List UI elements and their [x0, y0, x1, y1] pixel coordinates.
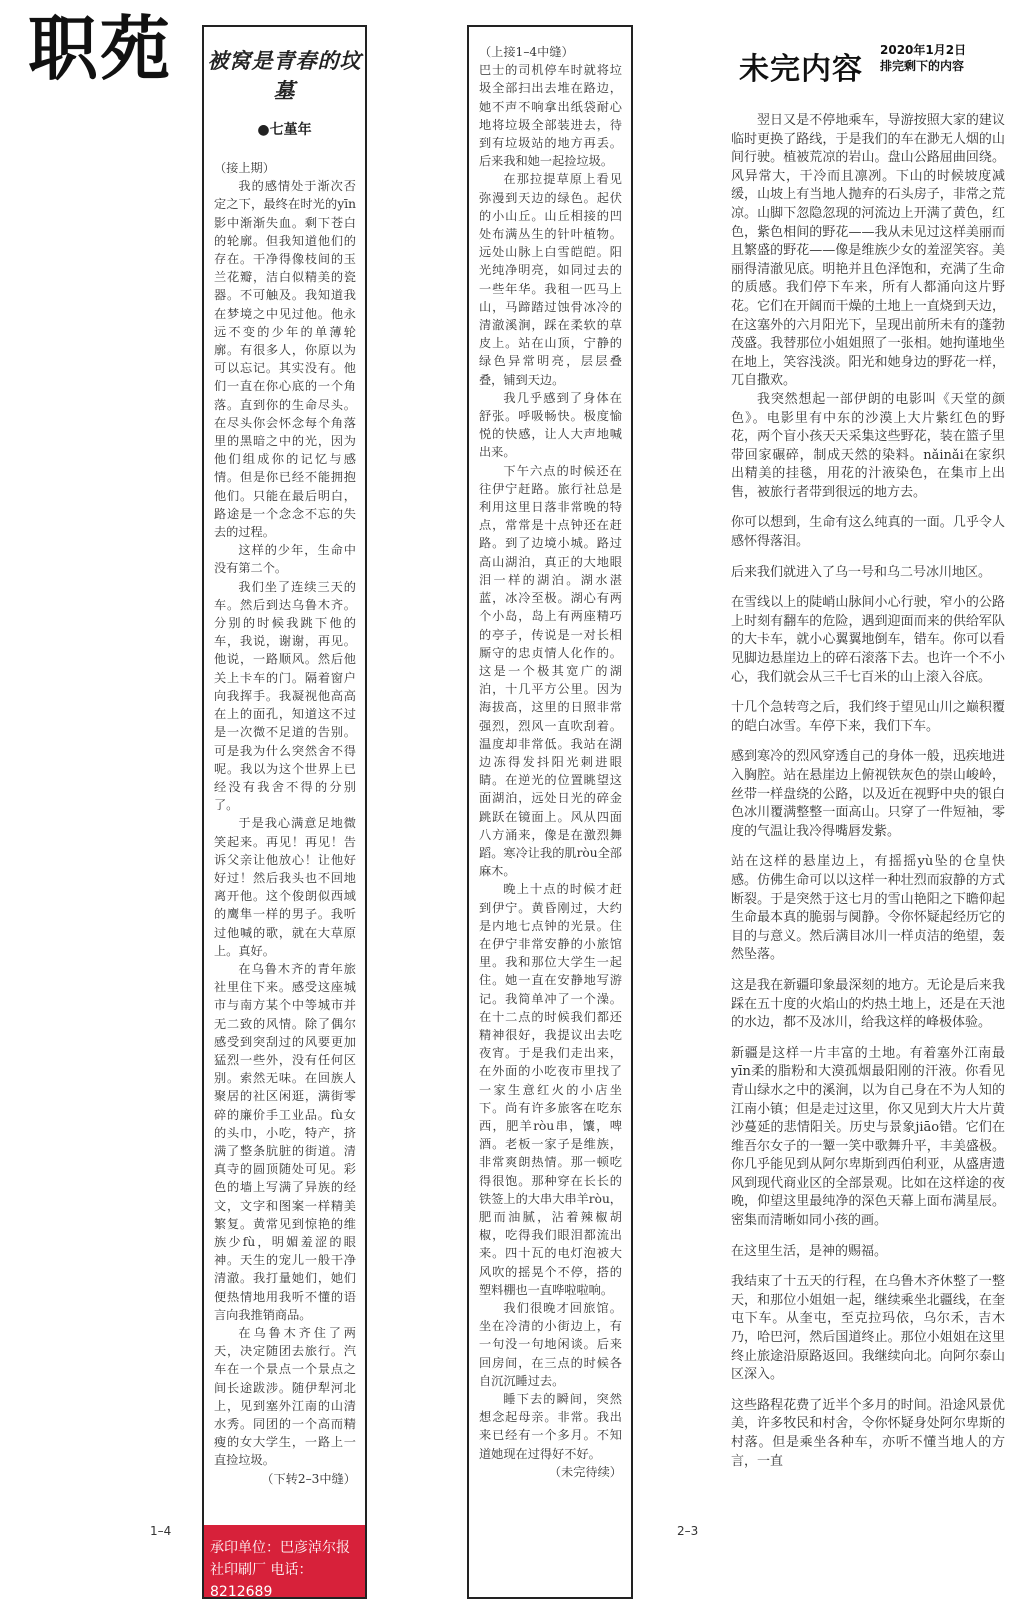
section-dateline	[880, 42, 966, 74]
story-column-1	[202, 25, 367, 1599]
to-be-continued: （未完待续）	[548, 1464, 622, 1479]
section-title: 未完内容	[739, 52, 863, 87]
paragraph: 这些路程花费了近半个多月的时间。沿途风景优美，许多牧民和村舍，令你怀疑身处阿尔卑斯的村落。但是乘坐各种车，亦听不懂当地人的方言，一直	[731, 1397, 1005, 1469]
section-date: 2020年1月2日	[880, 43, 967, 57]
paragraph: 在乌鲁木齐的青年旅社里住下来。感受这座城市与南方某个中等城市并无二致的风情。除了偶尔感受到突刮过的风要更加猛烈一些外，没有任何区别。索然无味。在回族人聚居的社区闲逛，满街零碎的廉价手工业品。fù女的头巾，小吃，特产，挤满了整条肮脏的街道。清真寺的圆顶随处可见。彩色的墙上写满了异族的经文，文字和图案一样精美繁复。黄常见到惊艳的维族少fù，明媚羞涩的眼神。天生的宠儿一般干净清澈。我打量她们，她们便热情地用我听不懂的语言向我推销商品。	[214, 961, 356, 1322]
page-number-left: 1–4	[150, 1524, 172, 1538]
paragraph: 新疆是这样一片丰富的土地。有着塞外江南最yīn柔的脂粉和大漠孤烟最阳刚的汗液。你看见青山绿水之中的溪涧，以为自己身在不为人知的江南小镇；但是走过这里，你又见到大片大片黄沙蔓延的悲情阳关。历史与景象jiāo错。它们在维吾尔女子的一颦一笑中歌舞升平，丰美盛极。你几乎能见到从阿尔卑斯到西伯利亚，从盛唐遗风到现代商业区的全部景观。比如在这样途的夜晚，仰望这里最纯净的深色天幕上面布满星辰。密集而清晰如同小孩的画。	[731, 1045, 1005, 1229]
story-column-2	[467, 25, 633, 1599]
jump-note: （下转2–3中缝）	[261, 1471, 356, 1486]
paragraph: 于是我心满意足地微笑起来。再见！再见！告诉父亲让他放心！让他好好过！然后我头也不回地离开他。这个俊朗似西域的鹰隼一样的男子。我听过他喊的歌，就在大草原上。真好。	[214, 816, 356, 958]
paragraph: 我突然想起一部伊朗的电影叫《天堂的颜色》。电影里有中东的沙漠上大片紫红色的野花，两个盲小孩天天采集这些野花，装在篮子里带回家碾碎，制成天然的染料。nǎinǎi在家织出精美的挂毯，用花的汁液染色，在集市上出售，被旅行者带到很远的地方去。	[731, 391, 1005, 500]
paragraph: 我结束了十五天的行程，在乌鲁木齐休整了一整天，和那位小姐姐一起，继续乘坐北疆线，在奎屯下车。从奎屯，至克拉玛依，乌尔禾，吉木乃，哈巴河，然后国道终止。那位小姐姐在这里终止旅途沿原路返回。我继续向北。向阿尔泰山区深入。	[731, 1274, 1005, 1383]
continued-note: （接上期）	[214, 161, 275, 175]
paragraph: 你可以想到，生命有这么纯真的一面。几乎令人感怀得落泪。	[731, 515, 1005, 550]
paragraph: 在这里生活，是神的赐福。	[731, 1243, 888, 1259]
paragraph: 这是我在新疆印象最深刻的地方。无论是后来我踩在五十度的火焰山的灼热土地上，还是在天池的水边，都不及冰川，给我这样的峰极体验。	[731, 977, 1005, 1031]
printer-ad: 承印单位：巴彦淖尔报社印刷厂 电话：8212689	[204, 1525, 365, 1597]
page-number-right: 2–3	[677, 1524, 699, 1538]
right-article	[731, 112, 1005, 1483]
paragraph: 这样的少年，生命中没有第二个。	[214, 543, 356, 576]
paragraph: 翌日又是不停地乘车，导游按照大家的建议临时更换了路线，于是我们的车在渺无人烟的山间行驶。植被荒凉的岩山。盘山公路屈曲回绕。风异常大，干冷而且凛冽。下山的时候坡度减缓，山坡上有当地人抛弃的石头房子，非常之荒凉。山脚下忽隐忽现的河流边上开满了黄色，红色，紫色相间的野花——我从未见过这样美丽而且繁盛的野花——像是维族少女的羞涩笑容。美丽得清澈见底。明艳并且色泽饱和，充满了生命的质感。我们停下车来，所有人都涌向这片野花。它们在开阔而干燥的土地上一直烧到天边，在这塞外的六月阳光下，呈现出前所未有的蓬勃茂盛。我替那位小姐姐照了一张相。她拘谨地坐在地上，笑容浅淡。阳光和她身边的野花一样，兀自撒欢。	[731, 113, 1005, 389]
paragraph: 后来我们就进入了乌一号和乌二号冰川地区。	[731, 564, 992, 580]
paragraph: 站在这样的悬崖边上，有摇摇yù坠的仓皇快感。仿佛生命可以以这样一种壮烈而寂静的方式断裂。于是突然于这七月的雪山艳阳之下瞻仰起生命最本真的脆弱与阒静。令你怀疑起经历它的目的与意义。然后满目冰川一样贞洁的绝望，轰然坠落。	[731, 854, 1005, 963]
paragraph: 我的感情处于渐次否定之下，最终在时光的yīn影中渐渐失血。剩下苍白的轮廓。但我知道他们的存在。干净得像枝间的玉兰花瓣，洁白似精美的瓷器。不可触及。我知道我在梦境之中见过他。他永远不变的少年的单薄轮廓。有很多人，你原以为可以忘记。其实没有。他们一直在你心底的一个角落。直到你的生命尽头。在尽头你会怀念每个角落里的黑暗之中的光，因为他们组成你的记忆与感情。但是你已经不能拥抱他们。只能在最后明白，路途是一个念念不忘的失去的过程。	[214, 179, 356, 540]
paragraph: 在那拉提草原上看见弥漫到天边的绿色。起伏的小山丘。山丘相接的凹处布满丛生的针叶植物。远处山脉上白雪皑皑。阳光纯净明亮，如同过去的一些年华。我租一匹马上山，马蹄踏过蚀骨冰冷的清澈溪涧，踩在柔软的草皮上。站在山顶，宁静的绿色异常明亮，层层叠叠，铺到天边。	[479, 172, 622, 387]
paragraph: 感到寒冷的烈风穿透自己的身体一般，迅疾地进入胸腔。站在悬崖边上俯视铁灰色的崇山峻岭，丝带一样盘绕的公路，以及近在视野中央的银白色冰川覆满整整一面高山。只穿了一件短袖，零度的气温让我冷得嘴唇发紫。	[731, 749, 1005, 839]
story-title: 被窝是青春的坟墓	[207, 48, 362, 103]
story-body-2	[469, 27, 631, 1479]
section-subtitle: 排完剩下的内容	[880, 59, 965, 73]
paragraph: 我们很晚才回旅馆。坐在冷清的小街边上，有一句没一句地闲谈。后来回房间，在三点的时候各自沉沉睡过去。	[479, 1301, 622, 1388]
paragraph: 我们坐了连续三天的车。然后到达乌鲁木齐。分别的时候我跳下他的车，我说，谢谢，再见。他说，一路顺风。然后他关上卡车的门。隔着窗户向我挥手。我凝视他高高在上的面孔，知道这不过是一次微不足道的告别。可是我为什么突然舍不得呢。我以为这个世界上已经没有我舍不得的分别了。	[214, 579, 356, 813]
paragraph	[479, 1390, 622, 1479]
paragraph-text: 睡下去的瞬间，突然想念起母亲。非常。我出来已经有一个多月。不知道她现在过得好不好。	[479, 1392, 622, 1461]
continued-note: （上接1–4中缝）	[479, 45, 574, 59]
story-body-1	[204, 159, 365, 1486]
paragraph: 我几乎感到了身体在舒张。呼吸畅快。极度愉悦的快感，让人大声地喊出来。	[479, 390, 622, 460]
paragraph: 在雪线以上的陡峭山脉间小心行驶，窄小的公路上时刻有翻车的危险，遇到迎面而来的供给军队的大卡车，就小心翼翼地倒车，错车。你可以看见脚边悬崖边上的碎石滚落下去。也许一个不小心，我们就会从三千七百米的山上滚入谷底。	[731, 595, 1005, 685]
paragraph: 巴士的司机停车时就将垃圾全部扫出去堆在路边，她不声不响拿出纸袋耐心地将垃圾全部装进去，待到有垃圾站的地方再丢。后来我和她一起捡垃圾。	[479, 63, 622, 169]
paragraph: 十几个急转弯之后，我们终于望见山川之巅积覆的皑白冰雪。车停下来，我们下车。	[731, 700, 1005, 734]
paragraph-text: 在乌鲁木齐住了两天，决定随团去旅行。汽车在一个景点一个景点之间长途跋涉。随伊犁河北上，见到塞外江南的山清水秀。同团的一个高而精瘦的女大学生，一路上一直捡垃圾。	[214, 1326, 356, 1468]
paragraph: 晚上十点的时候才赶到伊宁。黄昏刚过，大约是内地七点钟的光景。住在伊宁非常安静的小旅馆里。我和那位大学生一起住。她一直在安静地写游记。我简单冲了一个澡。在十二点的时候我们都还精神很好，我提议出去吃夜宵。于是我们走出来，在外面的小吃夜市里找了一家生意红火的小店坐下。尚有许多旅客在吃东西，肥羊ròu串，馕，啤酒。老板一家子是维族，非常爽朗热情。那一顿吃得很饱。那种穿在长长的铁签上的大串大串羊ròu，肥而油腻，沾着辣椒胡椒，吃得我们眼泪都流出来。四十瓦的电灯泡被大风吹的摇晃个不停，搭的塑料棚也一直哗啦啦响。	[479, 882, 622, 1297]
paragraph: 下午六点的时候还在往伊宁赶路。旅行社总是利用这里日落非常晚的特点，常常是十点钟还在赶路。到了边境小城。路过高山湖泊，真正的大地眼泪一样的湖泊。湖水湛蓝，冰冷至极。湖心有两个小岛，岛上有两座精巧的亭子，传说是一对长相厮守的忠贞情人化作的。这是一个极其宽广的湖泊，十几平方公里。因为海拔高，这里的日照非常强烈，烈风一直吹刮着。温度却非常低。我站在湖边冻得发抖阳光刺进眼睛。在逆光的位置眺望这面湖泊，远处日光的碎金跳跃在镜面上。风从四面八方涌来，像是在激烈舞蹈。寒冷让我的肌ròu全部麻木。	[479, 463, 622, 879]
story-author: ●七堇年	[257, 122, 312, 138]
paragraph	[214, 1324, 356, 1486]
masthead: 职苑	[28, 8, 172, 90]
